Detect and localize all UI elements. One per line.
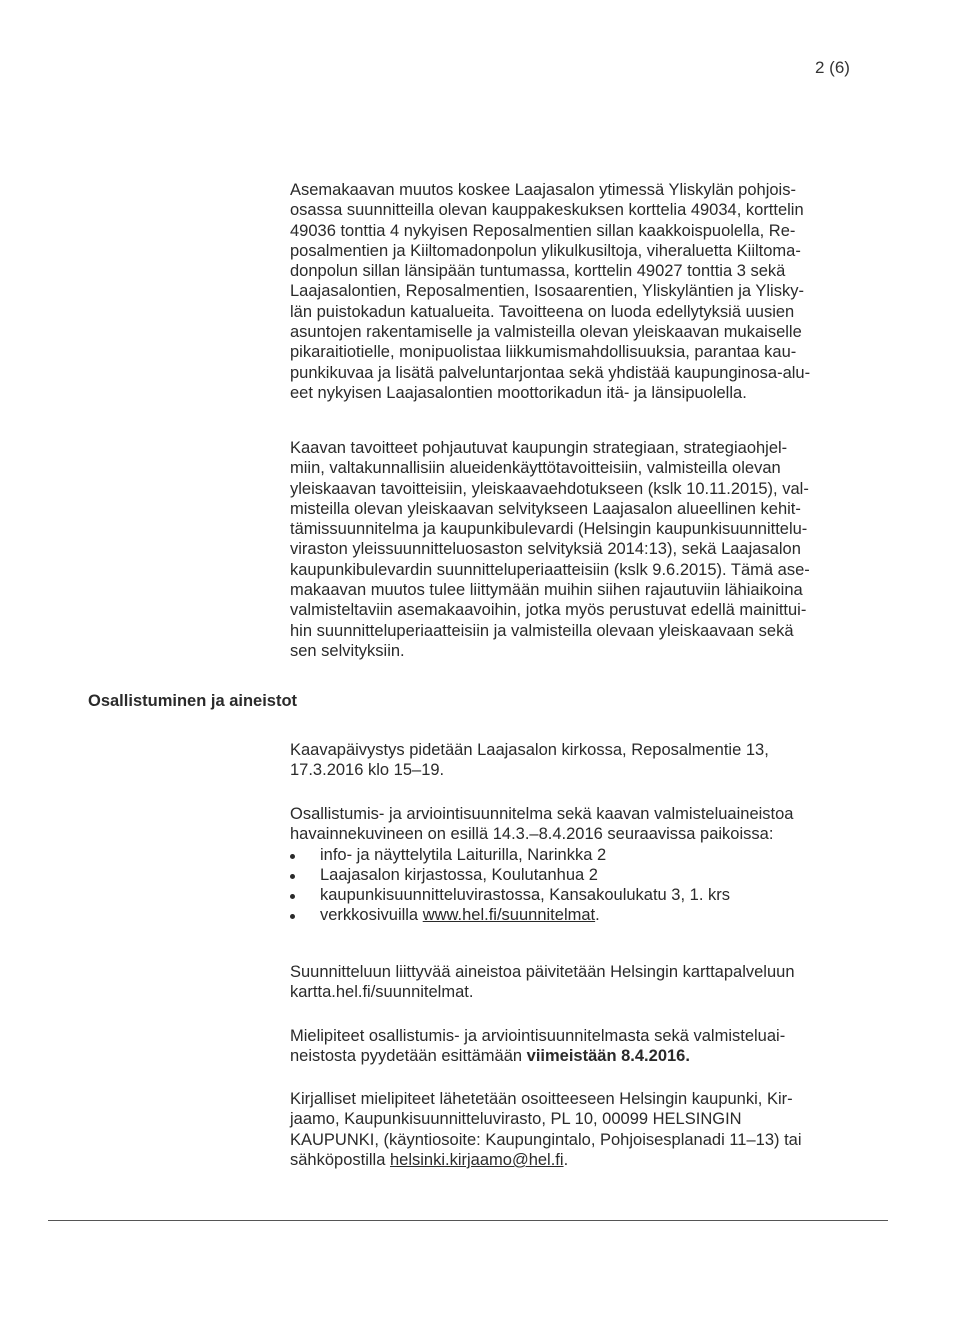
text-line: tämissuunnitelma ja kaupunkibulevardi (Helsingin kaupunkisuunnittelu- [290, 520, 808, 539]
paragraph-submission-address [290, 1089, 890, 1170]
text-line: kaupunkibulevardin suunnitteluperiaatteisiin (kslk 9.6.2015). Tämä ase- [290, 560, 810, 579]
list-item-text: info- ja näyttelytila Laiturilla, Narinkka 2 [320, 845, 607, 864]
text-line: asuntojen rakentamiselle ja valmisteilla olevan yleiskaavan mukaiselle [290, 323, 802, 342]
list-item-punctuation: . [595, 906, 600, 925]
list-item-text: Laajasalon kirjastossa, Koulutanhua 2 [320, 865, 598, 884]
text-line: osassa suunnitteilla olevan kauppakeskuksen korttelia 49034, korttelin [290, 201, 804, 220]
bullet-icon [290, 854, 295, 859]
text-line: misteilla olevan yleiskaavan selvitykseen Laajasalon alueellinen kehit- [290, 499, 801, 518]
text-line: 49036 tonttia 4 nykyisen Reposalmentien sillan kaakkoispuolella, Re- [290, 221, 796, 240]
text-line [290, 1046, 890, 1066]
text-segment: sähköpostilla [290, 1150, 390, 1169]
text-line [290, 1150, 890, 1170]
list-item [290, 845, 890, 865]
paragraph-exhibition-locations [290, 804, 890, 926]
text-line: yleiskaavan tavoitteisiin, yleiskaavaehdotukseen (kslk 10.11.2015), val- [290, 479, 809, 498]
text-punctuation: . [563, 1150, 569, 1169]
text-line: Suunnitteluun liittyvää aineistoa päivitetään Helsingin karttapalveluun [290, 963, 795, 981]
bullet-icon [290, 894, 295, 899]
text-line: punkikuvaa ja lisätä palveluntarjontaa sekä yhdistää kaupunginosa-alu- [290, 363, 811, 382]
text-line: donpolun sillan länsipään tuntumassa, korttelin 49027 tonttia 3 sekä [290, 262, 786, 281]
text-line: miin, valtakunnallisiin alueidenkäyttötavoitteisiin, valmisteilla olevan [290, 459, 781, 478]
text-line: kartta.hel.fi/suunnitelmat. [290, 983, 474, 1002]
text-line: valmisteltaviin asemakaavoihin, jotka myös perustuvat edellä mainittui- [290, 601, 807, 620]
list-item-text: kaupunkisuunnitteluvirastossa, Kansakoulukatu 3, 1. krs [320, 886, 730, 905]
email-link[interactable]: helsinki.kirjaamo@hel.fi [389, 1150, 564, 1169]
text-line: Asemakaavan muutos koskee Laajasalon ytimessä Yliskylän pohjois- [290, 181, 796, 199]
text-segment: neistosta pyydetään esittämään [290, 1047, 527, 1066]
list-item [290, 865, 890, 885]
text-line: eet nykyisen Laajasalontien moottorikadun itä- ja länsipuolella. [290, 383, 747, 402]
text-line: 17.3.2016 klo 15–19. [290, 761, 445, 780]
text-line: sen selvityksiin. [290, 641, 405, 660]
paragraph-map-service [290, 962, 890, 1003]
text-line: län puistokadun katualueita. Tavoitteena on luoda edellytyksiä uusien [290, 302, 795, 321]
list-item [290, 905, 890, 925]
text-line: Mielipiteet osallistumis- ja arviointisuunnitelmasta sekä valmisteluai- [290, 1027, 786, 1045]
footer-divider [48, 1220, 888, 1221]
website-link[interactable]: www.hel.fi/suunnitelmat [422, 906, 596, 925]
text-line: havainnekuvineen on esillä 14.3.–8.4.2016 seuraavissa paikoissa: [290, 825, 774, 844]
page-number: 2 (6) [815, 58, 850, 77]
text-line: makaavan muutos tulee liittymään muihin siihen rajautuviin lähiaikoina [290, 581, 803, 600]
text-line: KAUPUNKI, (käyntiosoite: Kaupungintalo, Pohjoisesplanadi 11–13) tai [290, 1130, 802, 1149]
text-line: pikaraitiotielle, monipuolistaa liikkumismahdollisuuksia, parantaa kau- [290, 343, 797, 362]
text-line: Osallistumis- ja arviointisuunnitelma sekä kaavan valmisteluaineistoa [290, 805, 794, 823]
deadline-date: viimeistään 8.4.2016. [526, 1047, 690, 1066]
paragraph-plan-objectives [290, 438, 890, 661]
bullet-icon [290, 914, 295, 919]
text-line: Kirjalliset mielipiteet lähetetään osoitteeseen Helsingin kaupunki, Kir- [290, 1090, 793, 1108]
section-heading-participation: Osallistuminen ja aineistot [88, 692, 298, 710]
text-line: hin suunnitteluperiaatteisiin ja valmisteilla olevaan yleiskaavaan sekä [290, 621, 794, 640]
paragraph-opinion-deadline [290, 1026, 890, 1067]
location-list [290, 845, 890, 926]
paragraph-consultation-hours [290, 740, 890, 781]
list-item-text: verkkosivuilla [320, 906, 423, 925]
paragraph-plan-change-scope [290, 180, 890, 403]
text-line: posalmentien ja Kiiltomadonpolun ylikulkusiltoja, viheraluetta Kiiltoma- [290, 241, 801, 260]
text-line: Kaavan tavoitteet pohjautuvat kaupungin strategiaan, strategiaohjel- [290, 439, 788, 457]
list-item [290, 885, 890, 905]
text-line: Kaavapäivystys pidetään Laajasalon kirkossa, Reposalmentie 13, [290, 741, 769, 759]
text-line: Laajasalontien, Reposalmentien, Isosaarentien, Yliskyläntien ja Ylisky- [290, 282, 804, 301]
text-line: jaamo, Kaupunkisuunnitteluvirasto, PL 10, 00099 HELSINGIN [290, 1110, 742, 1129]
bullet-icon [290, 874, 295, 879]
text-line: viraston yleissuunnitteluosaston selvityksiä 2014:13), sekä Laajasalon [290, 540, 801, 559]
